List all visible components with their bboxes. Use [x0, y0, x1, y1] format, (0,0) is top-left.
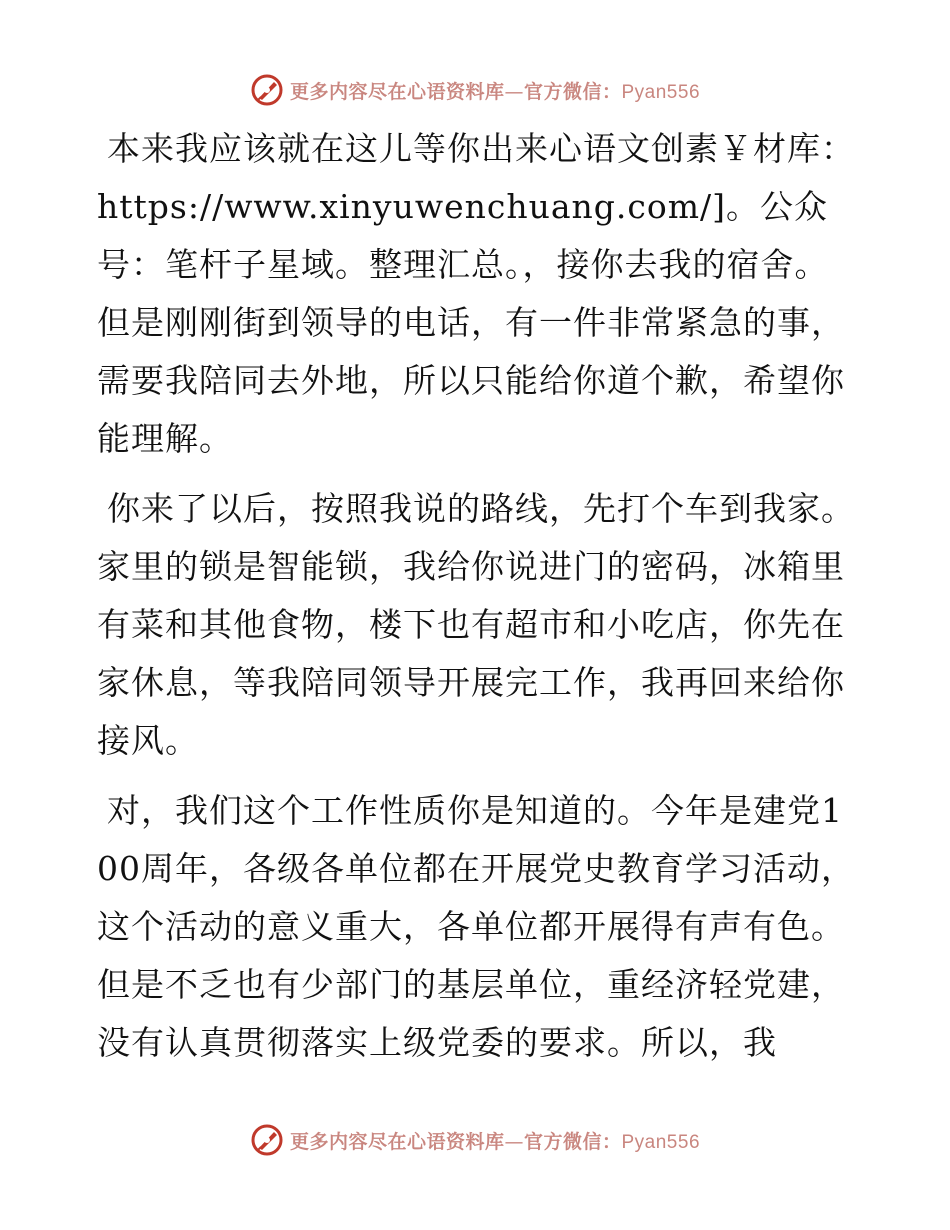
watermark-text — [290, 1127, 700, 1154]
quill-seal-icon — [250, 73, 284, 107]
paragraph-3: 对，我们这个工作性质你是知道的。今年是建党100周年，各级各单位都在开展党史教育学习活动，这个活动的意义重大，各单位都开展得有声有色。但是不乏也有少部门的基层单位，重经济轻党建，没有认真贯彻落实上级党委的要求。所以，我 — [97, 791, 855, 1062]
watermark-text — [290, 77, 700, 104]
quill-seal-icon — [250, 1123, 284, 1157]
watermark-separator: — — [504, 80, 524, 103]
watermark-wechat-label: 官方微信： — [523, 80, 622, 103]
header-watermark — [0, 70, 950, 110]
watermark-wechat-label: 官方微信： — [523, 1130, 622, 1153]
watermark-site: 更多内容尽在心语资料库 — [289, 80, 505, 103]
paragraph-2: 你来了以后，按照我说的路线，先打个车到我家。家里的锁是智能锁，我给你说进门的密码，冰箱里有菜和其他食物，楼下也有超市和小吃店，你先在家休息，等我陪同领导开展完工作，我再回来给你接风。 — [97, 489, 855, 760]
watermark-wechat-id: Pyan556 — [621, 81, 701, 103]
footer-watermark — [0, 1120, 950, 1160]
watermark-separator: — — [504, 1130, 524, 1153]
paragraph-1: 本来我应该就在这儿等你出来心语文创素￥材库：https://www.xinyuwenchuang.com/]。公众号：笔杆子星域。整理汇总。，接你去我的宿舍。但是刚刚街到领导的电话，有一件非常紧急的事，需要我陪同去外地，所以只能给你道个歉，希望你能理解。 — [97, 129, 855, 458]
watermark-wechat-id: Pyan556 — [621, 1131, 701, 1153]
document-body — [97, 120, 857, 1084]
watermark-site: 更多内容尽在心语资料库 — [289, 1130, 505, 1153]
